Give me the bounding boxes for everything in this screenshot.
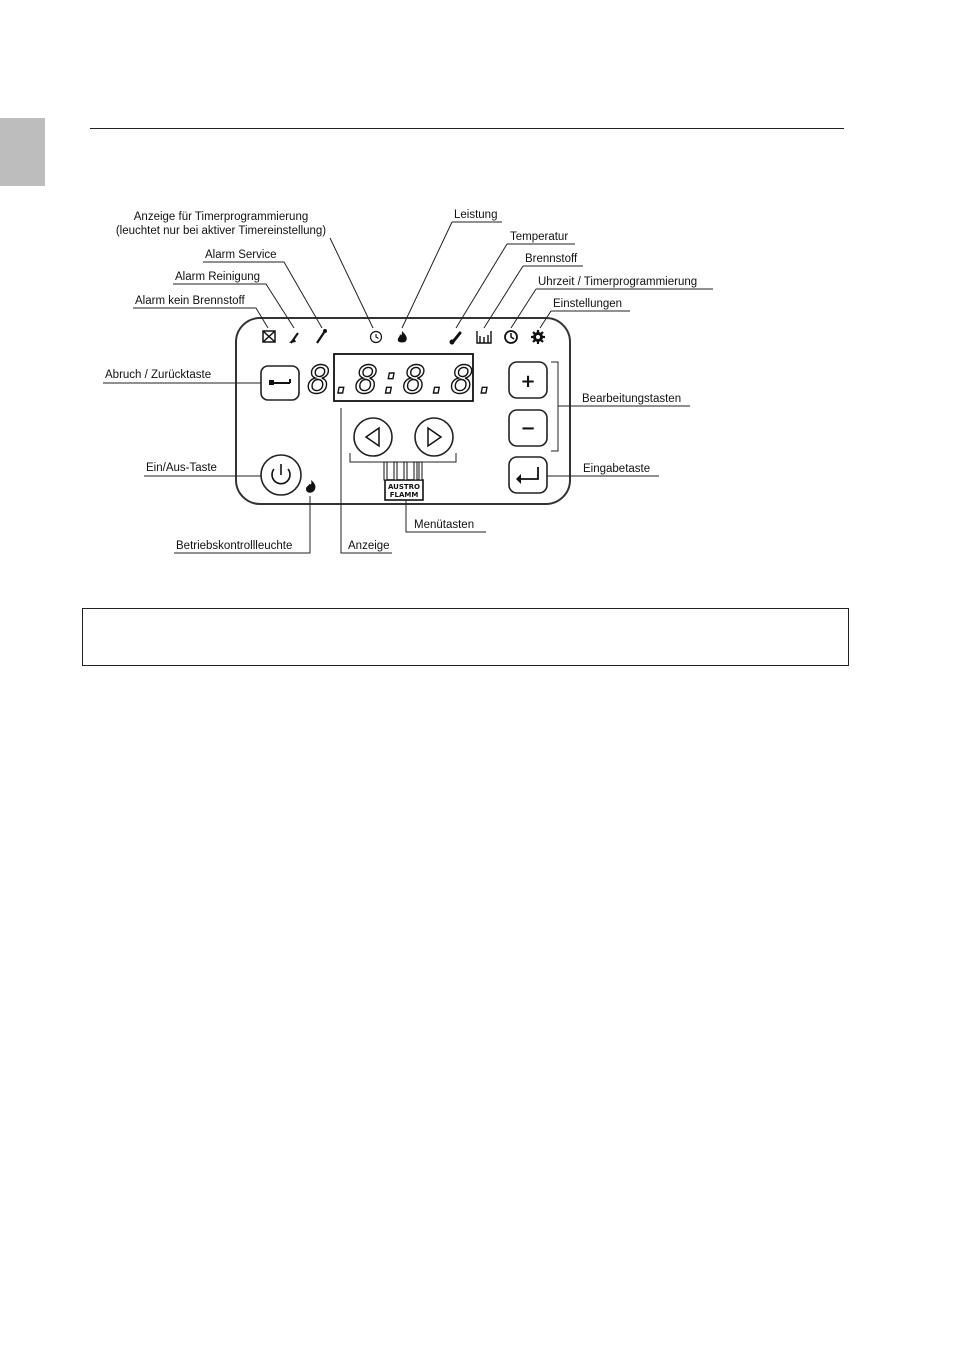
seven-segment-display	[307, 354, 498, 402]
label-power: Leistung	[454, 209, 498, 221]
note-box	[82, 608, 849, 666]
control-panel-diagram	[0, 0, 954, 600]
svg-text:AUSTRO: AUSTRO	[387, 483, 421, 491]
label-status-light: Betriebskontrollleuchte	[176, 540, 293, 552]
label-alarm-no-fuel: Alarm kein Brennstoff	[135, 295, 245, 307]
enter-button[interactable]	[509, 457, 547, 493]
power-button[interactable]	[261, 455, 301, 495]
leader-power	[402, 222, 502, 328]
label-timer-indicator-line1: Anzeige für Timerprogrammierung	[133, 211, 309, 223]
label-timer-indicator-line2: (leuchtet nur bei aktiver Timereinstellung)	[115, 225, 327, 237]
svg-text:−: −	[520, 418, 536, 439]
plus-button[interactable]	[509, 362, 547, 398]
minus-button[interactable]	[509, 410, 547, 446]
back-button[interactable]	[261, 366, 299, 400]
gear-icon	[531, 330, 545, 344]
label-temperature: Temperatur	[510, 231, 569, 243]
label-cancel-back: Abruch / Zurücktaste	[105, 369, 212, 381]
svg-text:FLAMM: FLAMM	[389, 491, 419, 499]
menu-right-button[interactable]	[415, 418, 453, 456]
menu-left-button[interactable]	[354, 418, 392, 456]
label-settings: Einstellungen	[553, 298, 623, 310]
label-clock-timer: Uhrzeit / Timerprogrammierung	[538, 276, 698, 288]
label-menu-keys: Menütasten	[414, 519, 475, 531]
label-edit-keys: Bearbeitungstasten	[582, 393, 682, 405]
label-fuel: Brennstoff	[525, 253, 578, 265]
label-alarm-service: Alarm Service	[205, 249, 277, 261]
svg-text:+: +	[520, 371, 536, 392]
label-on-off: Ein/Aus-Taste	[146, 462, 217, 474]
leader-timer	[330, 238, 373, 328]
label-enter: Eingabetaste	[583, 463, 651, 475]
label-display: Anzeige	[348, 540, 390, 552]
display-digits: 8.8:8.8.	[307, 358, 499, 402]
label-alarm-cleaning: Alarm Reinigung	[175, 271, 261, 283]
